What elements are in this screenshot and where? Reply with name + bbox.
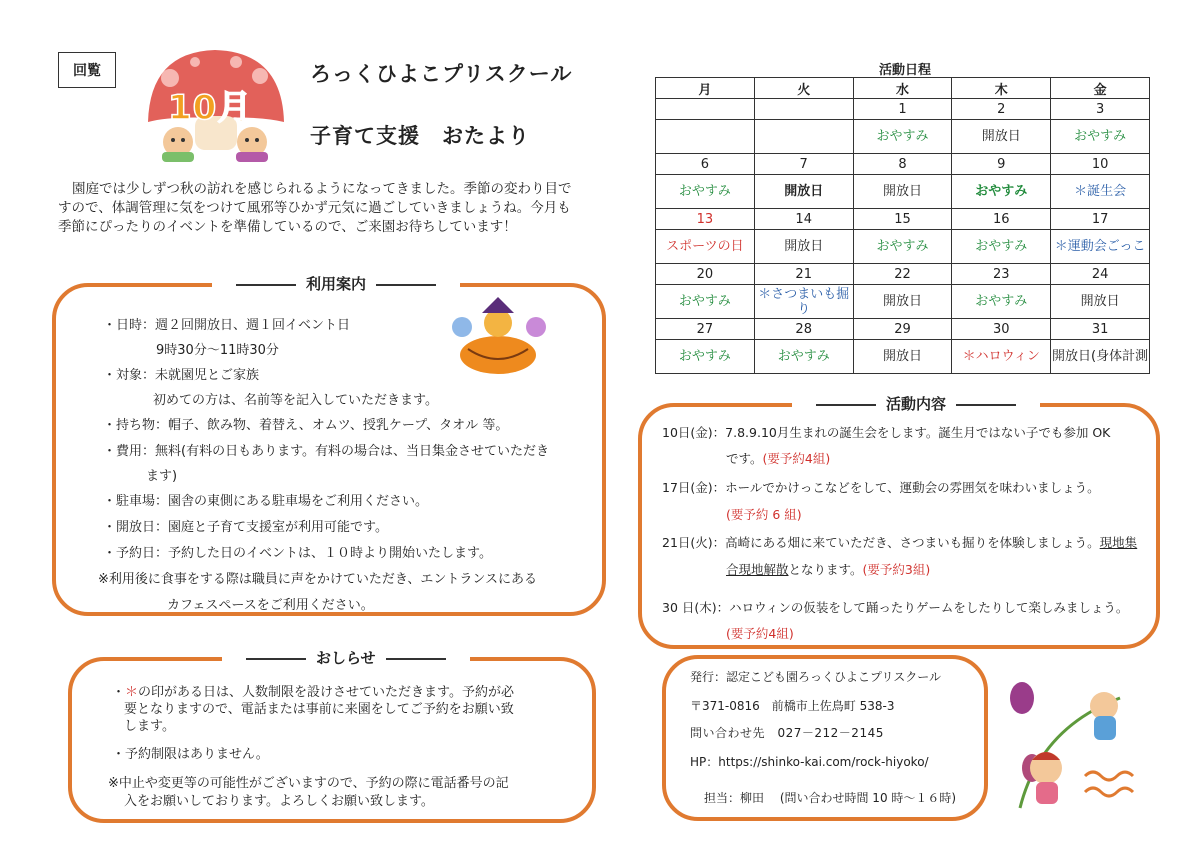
calendar-event: 開放日 xyxy=(952,120,1051,154)
weekday-header: 月 xyxy=(656,78,755,99)
usage-item: ・駐車場：園舎の東側にある駐車場をご利用ください。 xyxy=(103,494,429,509)
calendar-date xyxy=(656,99,755,120)
activity-item: です。(要予約4組) xyxy=(726,451,831,466)
publisher-hp: HP：https://shinko-kai.com/rock-hiyoko/ xyxy=(690,755,929,769)
calendar-date: 13 xyxy=(656,209,755,230)
activity-item: 10日(金)：7.8.9.10月生まれの誕生会をします。誕生月ではない子でも参加 OK xyxy=(662,425,1111,440)
usage-item: ・日時：週２回開放日、週１回イベント日 xyxy=(103,318,351,333)
publisher-address: 〒371-0816 前橋市上佐鳥町 538-3 xyxy=(690,699,895,713)
usage-item: ・持ち物：帽子、飲み物、着替え、オムツ、授乳ケープ、タオル 等。 xyxy=(103,418,509,433)
calendar-event xyxy=(656,120,755,154)
calendar-event: ＊誕生会 xyxy=(1051,175,1150,209)
calendar-date: 2 xyxy=(952,99,1051,120)
usage-item: ※利用後に食事をする際は職員に声をかけていただき、エントランスにある xyxy=(98,572,537,587)
calendar-date: 29 xyxy=(853,319,952,340)
activity-item: 30 日(木)：ハロウィンの仮装をして踊ったりゲームをしたりして楽しみましょう。 xyxy=(662,600,1129,615)
calendar-date: 16 xyxy=(952,209,1051,230)
calendar-event: 開放日(身体計測 xyxy=(1051,340,1150,374)
activity-note: (要予約4組) xyxy=(726,626,794,641)
weekday-header: 水 xyxy=(853,78,952,99)
activity-note: (要予約 6 組) xyxy=(726,507,802,522)
calendar-event xyxy=(754,120,853,154)
calendar-event: おやすみ xyxy=(1051,120,1150,154)
calendar-event: 開放日 xyxy=(853,340,952,374)
intro-paragraph: 園庭では少しずつ秋の訪れを感じられるようになってきました。季節の変わり目ですので、体調管理に気をつけて風邪等ひかず元気に過ごしていきましょうね。今月も季節にぴったりのイベントを準備しているので、ご来園お待ちしています！ xyxy=(58,181,572,235)
publisher-issuer: 発行：認定こども園ろっくひよこプリスクール xyxy=(690,670,942,684)
calendar-date: 8 xyxy=(853,154,952,175)
calendar-date xyxy=(754,99,853,120)
calendar-date: 3 xyxy=(1051,99,1150,120)
calendar-event: スポーツの日 xyxy=(656,230,755,264)
usage-item: カフェスペースをご利用ください。 xyxy=(167,598,374,613)
sweet-potato-kids-illustration xyxy=(1000,668,1150,816)
publisher-phone: 問い合わせ先 027－212－2145 xyxy=(690,726,884,740)
month-badge: 10月 xyxy=(168,88,253,128)
calendar-date: 1 xyxy=(853,99,952,120)
calendar-date: 28 xyxy=(754,319,853,340)
calendar-event: おやすみ xyxy=(952,175,1051,209)
calendar-event: 開放日 xyxy=(853,175,952,209)
activity-item: 合現地解散となります。(要予約3組) xyxy=(726,562,931,577)
calendar-date: 17 xyxy=(1051,209,1150,230)
calendar-date: 31 xyxy=(1051,319,1150,340)
calendar-date: 21 xyxy=(754,264,853,285)
notice-item: ・＊の印がある日は、人数制限を設けさせていただきます。予約が必 xyxy=(112,685,514,700)
usage-item: 9時30分～11時30分 xyxy=(156,343,279,358)
calendar-date: 30 xyxy=(952,319,1051,340)
weekday-header: 火 xyxy=(754,78,853,99)
notice-item: ・予約制限はありません。 xyxy=(112,747,269,762)
usage-item: ・開放日：園庭と子育て支援室が利用可能です。 xyxy=(103,520,388,535)
calendar-event: 開放日 xyxy=(754,175,853,209)
calendar-event: ＊ハロウィン xyxy=(952,340,1051,374)
usage-item: ・対象：未就園児とご家族 xyxy=(103,368,260,383)
calendar-date: 27 xyxy=(656,319,755,340)
calendar-event: おやすみ xyxy=(656,285,755,319)
usage-item: ・予約日：予約した日のイベントは、１０時より開始いたします。 xyxy=(103,546,492,561)
usage-item: 初めての方は、名前等を記入していただきます。 xyxy=(153,393,438,408)
calendar-event: ＊さつまいも掘り xyxy=(754,285,853,319)
usage-item: ・費用：無料(有料の日もあります。有料の場合は、当日集金させていただき xyxy=(103,444,550,459)
notice-item: 要となりますので、電話または事前に来園をしてご予約をお願い致 xyxy=(124,702,514,717)
usage-guide-title: 利用案内 xyxy=(212,273,460,294)
weekday-header: 金 xyxy=(1051,78,1150,99)
calendar-event: ＊運動会ごっこ xyxy=(1051,230,1150,264)
newsletter-title: 子育て支援 おたより xyxy=(310,124,530,148)
weekday-header: 木 xyxy=(952,78,1051,99)
calendar-event: おやすみ xyxy=(656,175,755,209)
calendar-date: 20 xyxy=(656,264,755,285)
calendar-event: おやすみ xyxy=(754,340,853,374)
calendar-event: おやすみ xyxy=(853,230,952,264)
calendar-event: おやすみ xyxy=(952,230,1051,264)
activities-title: 活動内容 xyxy=(792,393,1040,414)
calendar-event: 開放日 xyxy=(853,285,952,319)
notice-item: ※中止や変更等の可能性がございますので、予約の際に電話番号の記 xyxy=(108,776,509,791)
notice-item: します。 xyxy=(124,719,175,734)
calendar-date: 9 xyxy=(952,154,1051,175)
calendar-event: 開放日 xyxy=(754,230,853,264)
publisher-contact: 担当：柳田 (問い合わせ時間 10 時～１６時) xyxy=(704,791,957,805)
calendar-title: 活動日程 xyxy=(878,63,931,78)
calendar-date: 24 xyxy=(1051,264,1150,285)
calendar-date: 7 xyxy=(754,154,853,175)
calendar-event: おやすみ xyxy=(952,285,1051,319)
calendar-date: 6 xyxy=(656,154,755,175)
calendar-date: 23 xyxy=(952,264,1051,285)
calendar-event: おやすみ xyxy=(853,120,952,154)
activity-calendar xyxy=(655,77,1150,374)
school-name: ろっくひよこプリスクール xyxy=(310,62,573,86)
activity-item: 17日(金)：ホールでかけっこなどをして、運動会の雰囲気を味わいましょう。 xyxy=(662,480,1100,495)
calendar-date: 22 xyxy=(853,264,952,285)
calendar-event: 開放日 xyxy=(1051,285,1150,319)
calendar-date: 10 xyxy=(1051,154,1150,175)
usage-item: ます) xyxy=(146,469,178,484)
calendar-date: 14 xyxy=(754,209,853,230)
halloween-pumpkin-illustration xyxy=(438,297,558,375)
activity-item: 21日(火)：高崎にある畑に来ていただき、さつまいも掘りを体験しましょう。現地集 xyxy=(662,535,1138,550)
notice-item: 入をお願いしております。よろしくお願い致します。 xyxy=(124,794,434,809)
calendar-date: 15 xyxy=(853,209,952,230)
notice-title: おしらせ xyxy=(222,647,470,668)
circulate-label: 回覧 xyxy=(58,52,116,88)
calendar-event: おやすみ xyxy=(656,340,755,374)
